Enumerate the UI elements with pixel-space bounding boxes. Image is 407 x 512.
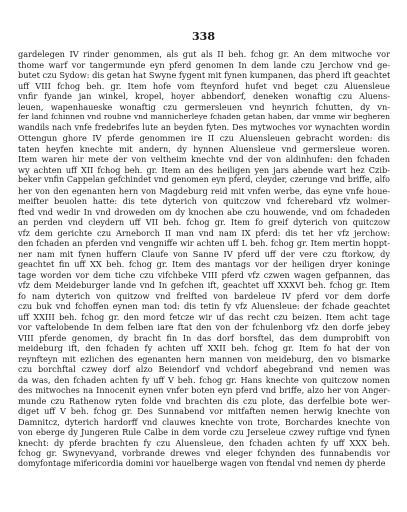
- text-line: her von den egenanten hern von Magdeburg reid mit vnfen werbe, das eyne vnfe houe-: [18, 185, 390, 196]
- text-line: wandils nach vnfe fredebrifes lute an beyden fyten. Des mytwoches vor wynachten wordin: [18, 122, 390, 132]
- text-line: Damnitcz, dyterich hardorff vnd clauwes knechte von trote, Borchardes knechte von: [18, 416, 390, 427]
- text-line: VIII pferde genomen, dy bracht fin In das dorf borsftel, das dem dumprobift von: [18, 332, 390, 343]
- text-line: uff VIII fchog beh. gr. Item hofe vom fteynford hufet vnd beget czu Aluensleue: [18, 80, 390, 91]
- text-line: fo nam dyterich von quitzow vnd frelfted von bardeleue IV pferd vor dem dorfe: [18, 290, 390, 301]
- text-line: von eberge dy Jungeren Rule Calbe in dem vorde czu Jerseleue czwey ruftige vnd fynen: [18, 427, 390, 437]
- body-text: [18, 49, 390, 469]
- text-line: ner nam mit fynen huffern Claufe von Sanne IV pferd uff der vere czu ftorkow, dy: [18, 248, 390, 259]
- text-line: Item waren hir mete der von veltheim knechte vnd der von aldinhufen: den fchaden: [18, 154, 390, 164]
- text-line: munde czu Rathenow ryten folde vnd brachten dis czu plote, das derfelbie bote wer-: [18, 395, 390, 406]
- text-line: fer land fchinnen vnd roubne vnd mannicherleye fchaden getan haben, dar vmme wir begheren: [18, 112, 390, 121]
- text-line: fted vnd wedir In vnd droweden om dy knochen abe czu houwende, vnd om fchadeden: [18, 206, 390, 217]
- text-line: uff XXIII beh. fchog gr. den mord fetcze wir uf das recht czu beizen. Item acht tage: [18, 311, 390, 322]
- text-line: reynfteyn mit ezlichen des egenanten hern mannen von meideburg, den vo bismarke: [18, 353, 390, 364]
- text-line: thome warf vor tangermunde eyn pferd genomen In dem lande czu Jerchow vnd ge-: [18, 59, 390, 70]
- text-line: da was, den fchaden achten fy uff V beh. fchog gr. Hans knechte von quitczow nomen: [18, 374, 390, 385]
- text-line: den fchaden an pferden vnd vengniffe wir achten uff L beh. fchog gr. Item mertin hoppt-: [18, 238, 390, 248]
- text-line: meifter beuolen hatte: dis tete dyterich von quitczow vnd fcherebard vfz wolmer-: [18, 196, 390, 206]
- text-line: vor vaftelobende In dem felben iare ftat den von der fchulenborg vfz den dorfe jebey: [18, 322, 390, 332]
- text-line: an perden vnd cleydern uff VII beh. fchog gr. Item fo greif dyterich von quitczow: [18, 217, 390, 227]
- text-line: vfz dem gerichte czu Arneborch II man vnd nam IX pferd: dis tet her vfz jerchow:: [18, 227, 390, 238]
- text-line: meideburg ift, den fchaden fy achten uff XXII beh. fchog gr. Item fo hat der von: [18, 343, 390, 353]
- text-line: Ottengun ghore IV pferde genommen ire II czu Aluensleuen gebracht worden: dis: [18, 133, 390, 143]
- text-line: czu buk vnd fchoffen eynen man tod: dis tetin fy vfz Aluensleue: der fchade geachtet: [18, 301, 390, 311]
- text-line: beker vnfin Cappelan gefchindet vnd genomen eyn pferd, cleyder, czerunge vnd briffe, alfo: [18, 175, 390, 184]
- text-line: taten heyfen knechte mit andern, dy hynnen Aluensleue vnd germersleue woren.: [18, 143, 390, 154]
- text-line: czu borchftal czwey dorf alzo Beiendorf vnd vchdorf abegebrand vnd nemen was: [18, 364, 390, 374]
- text-line: domyfontage mifericordia domini vor hauelberge wagen von ftendal vnd nemen dy pherde: [18, 458, 386, 468]
- text-line: geachtet fin uff XX beh. fchog gr. Item des mantags vor der heiligen dryer koninge: [18, 259, 390, 269]
- text-line: fchog gr. Swynevyand, vorbrande drewes vnd eleger fchynden des funnabendis vor: [18, 448, 390, 458]
- text-line: diget uff V beh. fchog gr. Des Sunnabend vor mitfaften nemen herwig knechte von: [18, 406, 390, 416]
- text-line: vnfir fyande jan winkel, kropel, hoyer abbendorf, deneken wonaftig czu Aluens-: [18, 91, 390, 101]
- text-line: gardelegen IV rinder genommen, als gut als II beh. fchog gr. An dem mitwoche vor: [18, 49, 390, 59]
- page-number: 338: [192, 30, 215, 43]
- text-line: wy achten uff XII fchog beh. gr. Item an des heiligen yen jars abende wart hez Czib-: [18, 164, 390, 175]
- text-line: tage worden vor dem tiche czu vifchbeke VIII pferd vfz czwen wagen gefpannen, das: [18, 269, 390, 280]
- text-line: leuen, wapenhaueske wonaftig czu germersleuen vnd heynrich fchutten, dy vn-: [18, 101, 390, 112]
- text-line: knecht: dy pferde brachten fy czu Aluensleue, den fchaden achten fy uff XXX beh.: [18, 437, 390, 448]
- text-line: vfz dem Meideburger lande vnd In gefchen ift, geachtet uff XXXVI beh. fchog gr. Item: [18, 280, 390, 290]
- text-line: des mitwoches na Innocenit eynen vnfer boten eyn pferd vnd briffe, alzo her von Anger-: [18, 385, 390, 395]
- text-line: butet czu Sydow: dis getan hat Swyne fygent mit fynen kumpanen, das pherd ift geachtet: [18, 70, 390, 80]
